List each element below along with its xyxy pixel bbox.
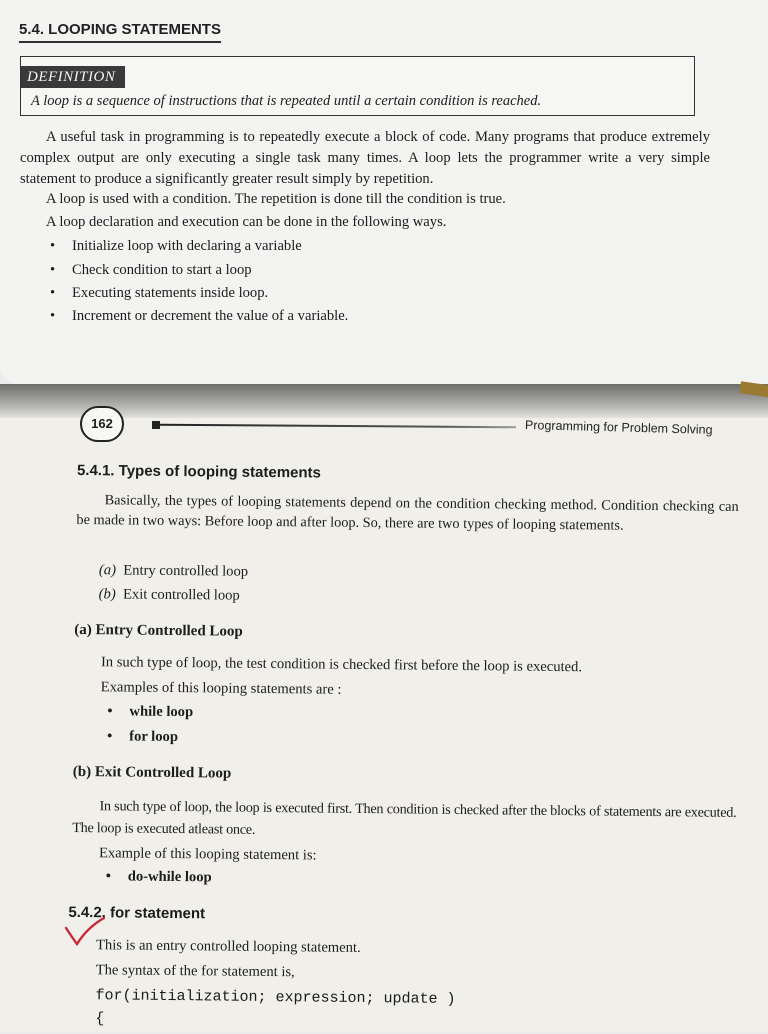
for-statement-line-2: The syntax of the for statement is, [95,962,295,981]
list-item-text: do-while loop [127,868,212,886]
entry-examples-intro: Examples of this looping statements are : [100,679,342,698]
for-statement-line-1: This is an entry controlled looping statement. [95,937,361,956]
paragraph-entry-controlled: In such type of loop, the test condition is checked first before the loop is executed. [100,654,583,676]
list-item-text: for loop [129,728,179,746]
bullet-icon: • [107,728,113,745]
bullet-icon: • [50,308,56,324]
exit-controlled-heading: (b) Exit Controlled Loop [72,763,232,782]
list-item [107,728,179,747]
subsection-heading-types: 5.4.1. Types of looping statements [76,461,322,482]
list-item-text: Increment or decrement the value of a variable. [72,308,349,324]
check-mark-icon [64,916,108,950]
bullet-icon: • [50,285,56,301]
list-marker: (b) [98,586,116,603]
code-line-brace: { [95,1010,105,1028]
paragraph-loop-intro: A useful task in programming is to repeatedly execute a block of code. Many programs that produce extremely complex output are only executing a single task many times. A loop lets the programmer write a very simple statement to produce a significantly greater result simply by repetition. [20,129,710,187]
bullet-icon: • [50,238,56,254]
list-item-text: Initialize loop with declaring a variable [72,238,302,254]
section-heading: 5.4. LOOPING STATEMENTS [19,21,221,43]
bullet-icon: • [50,262,56,278]
definition-text: A loop is a sequence of instructions that is repeated until a certain condition is reached. [31,93,542,109]
book-title: Programming for Problem Solving [524,418,713,437]
page-number: 162 [80,406,124,442]
paragraph-types: Basically, the types of looping statements depend on the condition checking method. Condition checking can be made in two ways: Before loop and after loop. So, there are two types of looping statements. [76,492,739,534]
bullet-icon: • [107,703,113,720]
list-item-text: Check condition to start a loop [72,262,252,278]
list-item [107,703,194,722]
paragraph-loop-ways: A loop declaration and execution can be done in the following ways. [46,214,447,230]
code-line-for-syntax: for(initialization; expression; update ) [95,987,456,1008]
list-item [105,868,212,887]
bullet-icon: • [105,868,111,885]
subsection-heading-for: 5.4.2. for statement [68,903,206,923]
entry-controlled-heading: (a) Entry Controlled Loop [74,621,243,640]
list-item-text: Entry controlled loop [123,562,249,580]
list-item-text: Executing statements inside loop. [72,285,269,301]
definition-label: DEFINITION [21,66,125,88]
list-item-text: Exit controlled loop [122,586,240,604]
list-item-text: while loop [129,703,194,721]
list-marker: (a) [98,562,117,579]
list-item [99,586,240,604]
paragraph-exit-controlled: In such type of loop, the loop is executed first. Then condition is checked after the blocks of statements are executed. The loop is executed atleast once. [72,798,737,838]
paragraph-loop-condition: A loop is used with a condition. The repetition is done till the condition is true. [46,191,506,207]
exit-example-intro: Example of this looping statement is: [98,845,317,864]
list-item [99,562,248,581]
